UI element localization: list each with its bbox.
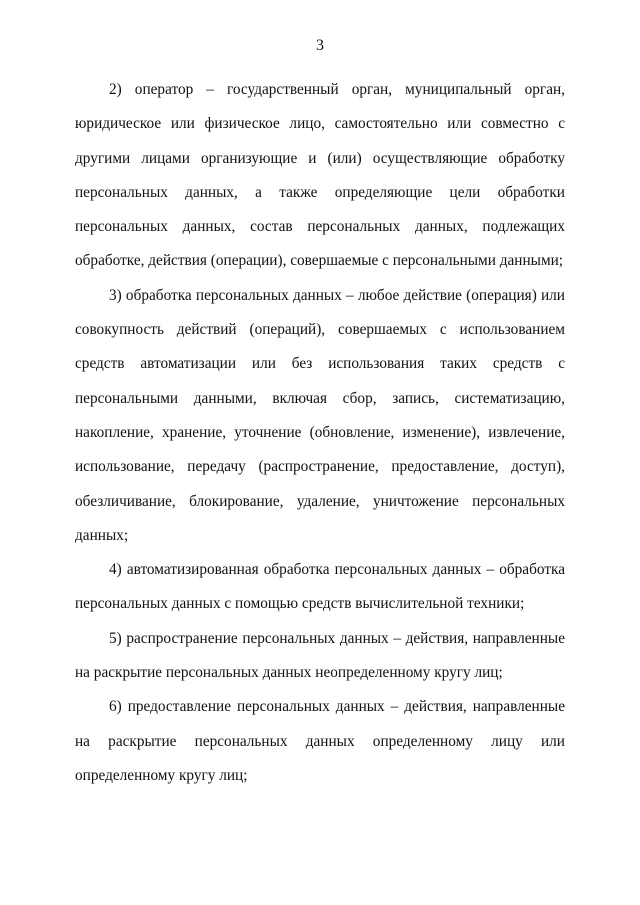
paragraph-dissemination: 5) распространение персональных данных – действия, направленные на раскрытие персональных данных неопределенному кругу лиц;: [75, 629, 565, 682]
paragraph-processing: 3) обработка персональных данных – любое действие (операция) или совокупность действий (операций), совершаемых с использованием средств автоматизации или без использования таких средств с персональными данными, включая сбор, запись, систематизацию, накопление, хранение, уточнение (обновление, изменение), извлечение, использование, передачу (распространение, предоставление, доступ), обезличивание, блокирование, удаление, уничтожение персональных данных;: [75, 286, 565, 544]
paragraph-operator: 2) оператор – государственный орган, муниципальный орган, юридическое или физическое лицо, самостоятельно или совместно с другими лицами организующие и (или) осуществляющие обработку персональных данных, а также определяющие цели обработки персональных данных, состав персональных данных, подлежащих обработке, действия (операции), совершаемые с персональными данными;: [75, 81, 565, 270]
page-number: 3: [316, 37, 324, 54]
paragraph-provision: 6) предоставление персональных данных – действия, направленные на раскрытие персональных данных определенному лицу или определенному кругу лиц;: [75, 698, 565, 784]
document-body: [75, 73, 565, 793]
paragraph-automated-processing: 4) автоматизированная обработка персональных данных – обработка персональных данных с помощью средств вычислительной техники;: [75, 561, 565, 613]
